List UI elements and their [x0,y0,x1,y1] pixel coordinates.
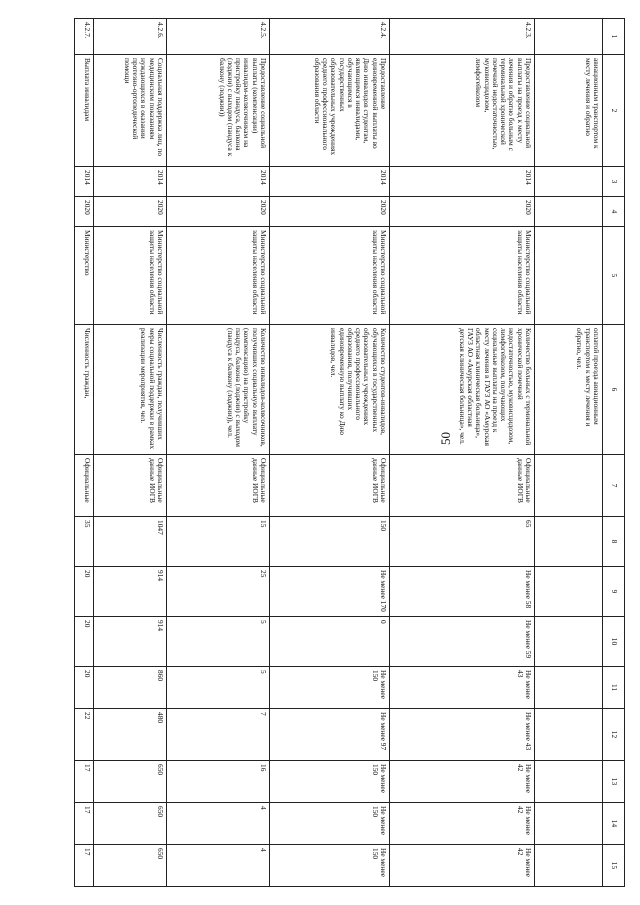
table-cell [535,667,603,709]
table-cell: Не менее 150 [270,803,390,845]
table-cell: Количество больных с терминальной хронической почечной недостаточностью, муковисцидозом, лимфогейкозом, получающих социальные выплаты на проезд к месту лечения в ГАУЗ АО «Амурская областная клиническая больница», ГАУЗ АО «Амурская областная детская клиническая больница», чел. [390,325,535,455]
header-cell: 13 [603,761,625,803]
table-cell [535,709,603,761]
table-cell: 20 [75,617,94,667]
table-cell: 4.2.6. [94,19,167,55]
table-cell: 2014 [270,167,390,197]
table-cell: Не менее 97 [270,709,390,761]
table-cell: Официальные данные ИОГВ [270,455,390,517]
table-cell: 2014 [75,167,94,197]
table-cell: Официальные данные ИОГВ [94,455,167,517]
table-cell: Министерство [75,227,94,325]
table-cell: Не менее 150 [270,761,390,803]
header-cell: 5 [603,227,625,325]
table-row [390,19,535,887]
table-cell: 2020 [390,197,535,227]
page-number: 50 [438,432,453,445]
table-cell: Социальная поддержка лиц, по медицинским показаниям нуждающихся в оказании протезно-ортопедической помощи [94,55,167,167]
table-cell: Количество студентов-инвалидов, обучающихся в государственных образовательных учреждениях среднего профессионального образования, получивших единовременную выплату ко Дню инвалидов, чел. [270,325,390,455]
table-cell: 20 [75,567,94,617]
table-cell: 150 [270,517,390,567]
table-cell: 2014 [390,167,535,197]
table-cell: 2014 [167,167,270,197]
table-cell: 7 [167,709,270,761]
table-cell: 4.2.4. [270,19,390,55]
table-cell: 5 [167,667,270,709]
rotated-table-wrapper [85,18,625,886]
table-cell: Не менее 150 [270,845,390,887]
table-cell [535,455,603,517]
header-cell: 12 [603,709,625,761]
table-cell: 4.2.7. [75,19,94,55]
table-cell: 4.2.3. [390,19,535,55]
table-cell [535,803,603,845]
table-cell: 4.2.5. [167,19,270,55]
table-cell: Численность граждан, получивших меры социальной поддержки в рамках реализации мероприятия, чел. [94,325,167,455]
table-cell: оплатой проезда авиационным транспортом к месту лечения и обратно, чел. [535,325,603,455]
header-cell: 3 [603,167,625,197]
header-cell: 1 [603,19,625,55]
table-cell: 2020 [75,197,94,227]
table-cell: Не менее 43 [390,709,535,761]
table-cell: Не менее 59 [390,617,535,667]
header-cell: 11 [603,667,625,709]
table-cell: Официальные данные ИОГВ [390,455,535,517]
table-cell: 20 [75,667,94,709]
header-cell: 14 [603,803,625,845]
table-cell: 914 [94,567,167,617]
table-cell: Предоставление социальной выплаты (компенсации) инвалидам-колясочникам на пристройку пандуса, балкона (лоджии) с выходом (пандуса к балкону (лоджии)) [167,55,270,167]
table-cell: 17 [75,761,94,803]
table-cell: 15 [167,517,270,567]
table-cell: Предоставление социальной выплаты на проезд к месту лечения и обратно больным с терминальной хронической почечной недостаточностью, муковисцидозом, лимфогейкозом [390,55,535,167]
table-cell: 860 [94,667,167,709]
program-table [74,18,625,887]
table-cell: Количество инвалидов-колясочников, получивших социальную выплату (компенсацию) на пристройку пандуса, балкона (лоджии) с выходом (пандуса к балкону (лоджии)), чел. [167,325,270,455]
table-cell: 17 [75,803,94,845]
table-cell: Министерство социальной защиты населения области [167,227,270,325]
header-cell: 15 [603,845,625,887]
table-cell: 35 [75,517,94,567]
header-cell: 10 [603,617,625,667]
table-cell: Выплата инвалидам [75,55,94,167]
table-cell: Министерство социальной защиты населения области [270,227,390,325]
table-cell: 480 [94,709,167,761]
table-cell: 17 [75,845,94,887]
table-cell: 4 [167,845,270,887]
table-cell [535,227,603,325]
table-cell: 16 [167,761,270,803]
table-cell: Не менее 42 [390,761,535,803]
table-cell: Не менее 150 [270,667,390,709]
table-cell [535,517,603,567]
header-row [603,19,625,887]
header-cell: 9 [603,567,625,617]
table-cell: Не менее 42 [390,803,535,845]
table-cell: Не менее 42 [390,845,535,887]
table-cell: 2014 [94,167,167,197]
table-row [75,19,94,887]
header-cell: 8 [603,517,625,567]
table-cell: 22 [75,709,94,761]
table-cell: Предоставление единовременной выплаты во Дню инвалидов студентам, являющимся инвалидами, обучающимся в государственных образовательных учреждениях среднего профессионального образования области [270,55,390,167]
table-cell: 65 [390,517,535,567]
table-row [94,19,167,887]
table-cell: Официальные данные ИОГВ [167,455,270,517]
table-cell: Министерство социальной защиты населения области [390,227,535,325]
header-cell: 2 [603,55,625,167]
table-cell [535,19,603,55]
table-row [270,19,390,887]
table-cell: 5 [167,617,270,667]
header-cell: 6 [603,325,625,455]
table-cell: 650 [94,845,167,887]
table-cell: 650 [94,803,167,845]
table-cell [535,845,603,887]
table-row [167,19,270,887]
table-cell: 914 [94,617,167,667]
header-cell: 4 [603,197,625,227]
table-cell: 2020 [94,197,167,227]
table-cell: 25 [167,567,270,617]
table-cell: Не менее 43 [390,667,535,709]
table-cell [535,761,603,803]
table-cell: авиационным транспортом к месту лечения и обратно [535,55,603,167]
table-cell: Не менее 170 [270,567,390,617]
header-cell: 7 [603,455,625,517]
table-cell [535,617,603,667]
table-cell [535,167,603,197]
table-cell [535,197,603,227]
table-cell: Официальные [75,455,94,517]
table-cell: 0 [270,617,390,667]
table-cell: Численность граждан, [75,325,94,455]
table-cell [535,567,603,617]
table-row [535,19,603,887]
table-cell: 650 [94,761,167,803]
table-cell: 1047 [94,517,167,567]
table-cell: 2020 [270,197,390,227]
table-cell: Министерство социальной защиты населения области [94,227,167,325]
table-cell: 2020 [167,197,270,227]
table-cell: Не менее 58 [390,567,535,617]
table-cell: 4 [167,803,270,845]
